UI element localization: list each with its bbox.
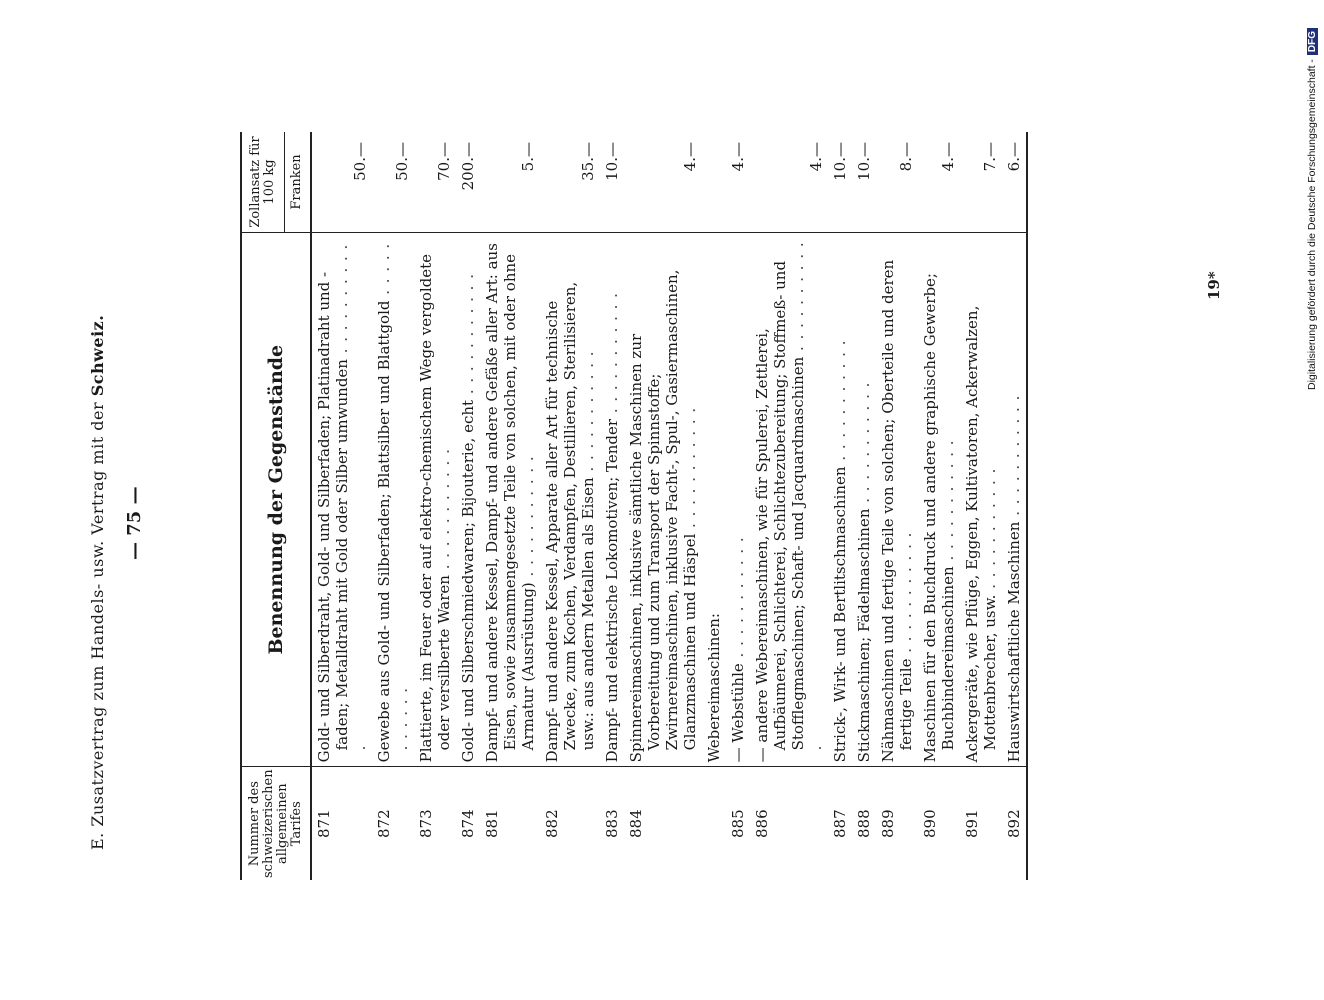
table-row <box>1002 132 1027 880</box>
table-row <box>414 132 456 880</box>
table-row <box>876 132 918 880</box>
row-text: Plattierte, im Feuer oder auf elektro-chemischem Wege vergoldete oder versilberte Waren . . . <box>414 233 456 767</box>
row-text: Strick-, Wirk- und Bertlitschmaschinen . . . <box>828 233 852 767</box>
footer-signature: 19* <box>1205 271 1223 300</box>
table-row <box>852 132 876 880</box>
row-rate: 7.— <box>981 142 999 172</box>
row-rate: 8.— <box>897 142 915 172</box>
row-rate: 200.— <box>459 142 477 191</box>
dfg-logo: DFG <box>1307 28 1318 55</box>
table-row <box>828 132 852 880</box>
row-number: 888 <box>852 767 876 880</box>
row-number: 890 <box>918 767 960 880</box>
row-rate: 4.— <box>681 142 699 172</box>
row-number: 889 <box>876 767 918 880</box>
row-rate: 5.— <box>519 142 537 172</box>
row-text: Hauswirtschaftliche Maschinen . . . <box>1002 233 1027 767</box>
table-row <box>750 132 828 880</box>
row-text: Maschinen für den Buchdruck und andere graphische Gewerbe; Buchbindereimaschinen . . . <box>918 233 960 767</box>
row-number: 891 <box>960 767 1002 880</box>
row-text: Gewebe aus Gold- und Silberfaden; Blattsilber und Blattgold . . . <box>372 233 414 767</box>
table-row <box>726 132 750 880</box>
page-number: — 75 — <box>124 486 145 560</box>
table-row <box>600 132 624 880</box>
row-rate: 4.— <box>729 142 747 172</box>
table-row <box>702 132 726 880</box>
row-number: 884 <box>624 767 702 880</box>
row-text: Dampf- und andere Kessel, Dampf- und andere Gefäße aller Art: aus Eisen, sowie zusammengesetzte Teile von solchen, mit oder ohne Armatur (Ausrüstung) . . . <box>480 233 540 767</box>
row-number: 887 <box>828 767 852 880</box>
row-number: 886 <box>750 767 828 880</box>
col-unit-header: Franken <box>284 132 311 233</box>
tariff-table <box>240 132 1028 880</box>
page-header <box>88 315 107 850</box>
row-rate: 4.— <box>939 142 957 172</box>
col-number-header: Nummer des schweizerischen allgemeinen Tarifes <box>241 767 311 880</box>
row-text: Dampf- und elektrische Lokomotiven; Tender . . . <box>600 233 624 767</box>
row-text: Ackergeräte, wie Pflüge, Eggen, Kultivatoren, Ackerwalzen, Mottenbrecher, usw. . . . <box>960 233 1002 767</box>
row-text: Gold- und Silberschmiedwaren; Bijouterie, echt . . . <box>456 233 480 767</box>
table-row <box>540 132 600 880</box>
row-rate: 10.— <box>603 142 621 181</box>
row-text: Spinnereimaschinen, inklusive sämtliche Maschinen zur Vorbereitung und zum Transport der Spinnstoffe; Zwirnereimaschinen, inklusive Facht-, Spul-, Gasiermaschinen, Glanzmaschinen und Häspel . . . <box>624 233 702 767</box>
row-rate: 70.— <box>435 142 453 181</box>
table-row <box>456 132 480 880</box>
row-rate: 10.— <box>831 142 849 181</box>
row-number: 874 <box>456 767 480 880</box>
row-number: 881 <box>480 767 540 880</box>
row-number: 885 <box>726 767 750 880</box>
row-rate: 4.— <box>807 142 825 172</box>
table-row <box>372 132 414 880</box>
row-text: — Webstühle . . . <box>726 233 750 767</box>
table-row <box>624 132 702 880</box>
table-row <box>918 132 960 880</box>
digitization-note: Digitalisierung gefördert durch die Deutsche Forschungsgemeinschaft - <box>1306 59 1318 390</box>
row-text: Stickmaschinen; Fädelmaschinen . . . <box>852 233 876 767</box>
row-number <box>702 767 726 880</box>
row-number: 872 <box>372 767 414 880</box>
row-text: Gold- und Silberdraht, Gold- und Silberfaden; Platinadraht und -faden; Metalldraht mit Gold oder Silber umwunden . . . <box>311 233 372 767</box>
table-row <box>311 132 372 880</box>
col-rate-header: Zollansatz für 100 kg <box>241 132 284 233</box>
row-rate: 50.— <box>351 142 369 181</box>
row-text: Nähmaschinen und fertige Teile von solchen; Oberteile und deren fertige Teile . . . <box>876 233 918 767</box>
row-rate <box>702 132 726 233</box>
row-rate: 10.— <box>855 142 873 181</box>
table-row <box>960 132 1002 880</box>
row-rate: 35.— <box>579 142 597 181</box>
digitization-credit <box>1306 28 1318 390</box>
row-rate: 6.— <box>1002 132 1027 233</box>
row-number: 871 <box>311 767 372 880</box>
row-text: Webereimaschinen: <box>702 233 726 767</box>
table-row <box>480 132 540 880</box>
row-number: 882 <box>540 767 600 880</box>
row-number: 873 <box>414 767 456 880</box>
header-country: Schweiz. <box>88 314 107 397</box>
row-text: Dampf- und andere Kessel, Apparate aller Art für technische Zwecke, zum Kochen, Verdampfen, Destillieren, Sterilisieren, usw.: aus andern Metallen als Eisen . . . <box>540 233 600 767</box>
header-text: E. Zusatzvertrag zum Handels- usw. Vertrag mit der <box>88 401 107 850</box>
col-name-header: Benennung der Gegenstände <box>241 233 311 767</box>
row-rate: 50.— <box>393 142 411 181</box>
row-number: 892 <box>1002 767 1027 880</box>
row-text: — andere Webereimaschinen, wie für Spulerei, Zettlerei, Aufbäumerei, Schlichterei, Schlichtezubereitung; Stoffmeß- und Stofflegmaschinen; Schaft- und Jacquardmaschinen . . . <box>750 233 828 767</box>
row-number: 883 <box>600 767 624 880</box>
